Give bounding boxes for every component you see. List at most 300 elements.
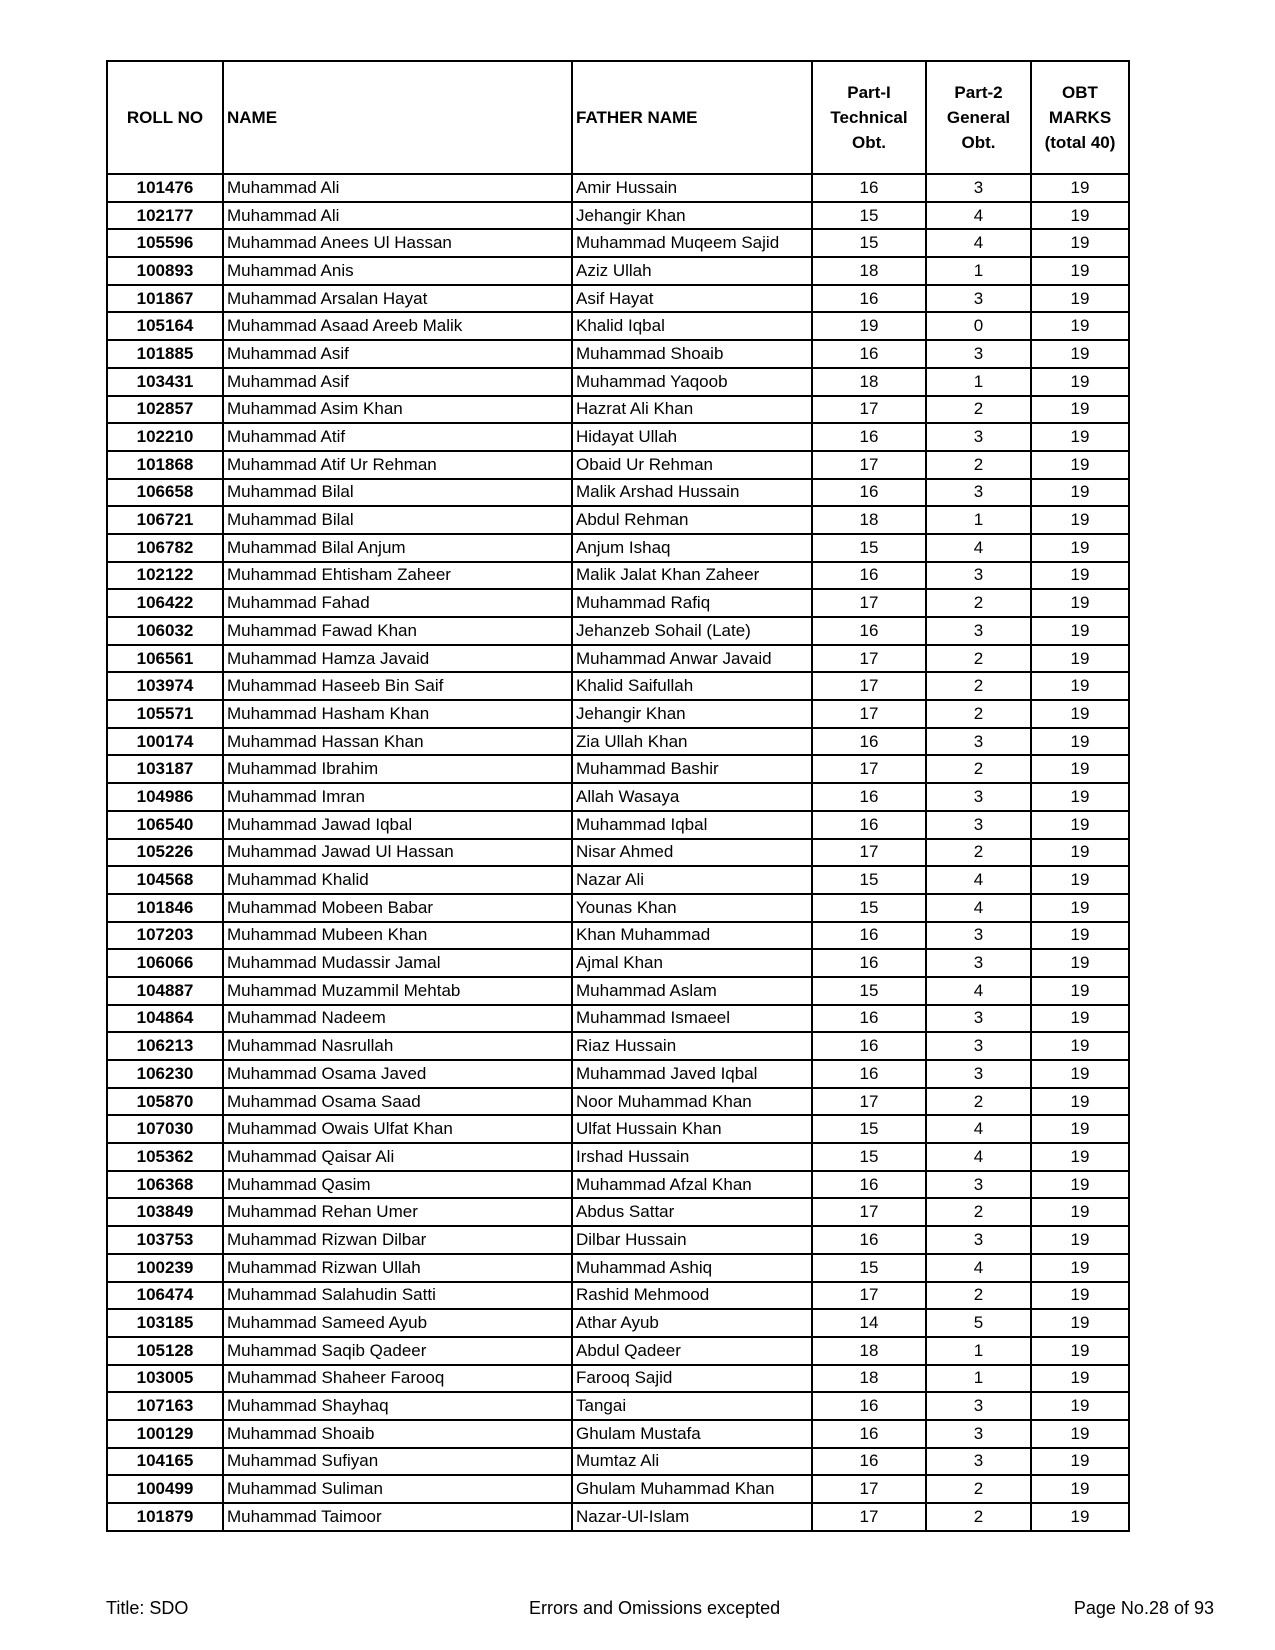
roll-no-cell: 101476 bbox=[107, 174, 223, 202]
header-line: Obt. bbox=[961, 133, 996, 152]
part1-score-cell: 16 bbox=[812, 174, 926, 202]
total-marks-cell: 19 bbox=[1031, 839, 1129, 867]
part2-score-cell: 1 bbox=[926, 368, 1031, 396]
part1-score-cell: 16 bbox=[812, 922, 926, 950]
header-part1-technical bbox=[812, 61, 926, 174]
table-row bbox=[107, 1088, 1129, 1116]
roll-no-cell: 105870 bbox=[107, 1088, 223, 1116]
total-marks-cell: 19 bbox=[1031, 1088, 1129, 1116]
part1-score-cell: 15 bbox=[812, 534, 926, 562]
part2-score-cell: 2 bbox=[926, 451, 1031, 479]
name-cell: Muhammad Owais Ulfat Khan bbox=[223, 1115, 572, 1143]
name-cell: Muhammad Atif bbox=[223, 423, 572, 451]
name-cell: Muhammad Arsalan Hayat bbox=[223, 285, 572, 313]
part2-score-cell: 2 bbox=[926, 589, 1031, 617]
father-name-cell: Malik Arshad Hussain bbox=[572, 479, 812, 507]
father-name-cell: Ulfat Hussain Khan bbox=[572, 1115, 812, 1143]
part2-score-cell: 3 bbox=[926, 479, 1031, 507]
father-name-cell: Malik Jalat Khan Zaheer bbox=[572, 562, 812, 590]
roll-no-cell: 106213 bbox=[107, 1032, 223, 1060]
total-marks-cell: 19 bbox=[1031, 1005, 1129, 1033]
total-marks-cell: 19 bbox=[1031, 1115, 1129, 1143]
part2-score-cell: 3 bbox=[926, 1005, 1031, 1033]
total-marks-cell: 19 bbox=[1031, 1503, 1129, 1531]
roll-no-cell: 103005 bbox=[107, 1365, 223, 1393]
roll-no-cell: 104986 bbox=[107, 783, 223, 811]
name-cell: Muhammad Mubeen Khan bbox=[223, 922, 572, 950]
results-table bbox=[106, 60, 1130, 1532]
name-cell: Muhammad Ibrahim bbox=[223, 755, 572, 783]
name-cell: Muhammad Taimoor bbox=[223, 1503, 572, 1531]
name-cell: Muhammad Anis bbox=[223, 257, 572, 285]
name-cell: Muhammad Khalid bbox=[223, 866, 572, 894]
name-cell: Muhammad Jawad Ul Hassan bbox=[223, 839, 572, 867]
header-part2-general bbox=[926, 61, 1031, 174]
part2-score-cell: 2 bbox=[926, 672, 1031, 700]
table-row bbox=[107, 839, 1129, 867]
name-cell: Muhammad Nadeem bbox=[223, 1005, 572, 1033]
name-cell: Muhammad Shayhaq bbox=[223, 1392, 572, 1420]
roll-no-cell: 101885 bbox=[107, 340, 223, 368]
table-row bbox=[107, 340, 1129, 368]
roll-no-cell: 100174 bbox=[107, 728, 223, 756]
total-marks-cell: 19 bbox=[1031, 396, 1129, 424]
header-name: NAME bbox=[223, 61, 572, 174]
father-name-cell: Muhammad Bashir bbox=[572, 755, 812, 783]
part1-score-cell: 15 bbox=[812, 894, 926, 922]
name-cell: Muhammad Atif Ur Rehman bbox=[223, 451, 572, 479]
part1-score-cell: 15 bbox=[812, 866, 926, 894]
total-marks-cell: 19 bbox=[1031, 1420, 1129, 1448]
header-obt-marks bbox=[1031, 61, 1129, 174]
part1-score-cell: 17 bbox=[812, 1282, 926, 1310]
name-cell: Muhammad Hassan Khan bbox=[223, 728, 572, 756]
father-name-cell: Abdul Qadeer bbox=[572, 1337, 812, 1365]
name-cell: Muhammad Hasham Khan bbox=[223, 700, 572, 728]
table-row bbox=[107, 589, 1129, 617]
table-row bbox=[107, 1171, 1129, 1199]
part1-score-cell: 16 bbox=[812, 949, 926, 977]
roll-no-cell: 103187 bbox=[107, 755, 223, 783]
part2-score-cell: 3 bbox=[926, 811, 1031, 839]
part2-score-cell: 3 bbox=[926, 617, 1031, 645]
part2-score-cell: 3 bbox=[926, 174, 1031, 202]
roll-no-cell: 102857 bbox=[107, 396, 223, 424]
roll-no-cell: 107203 bbox=[107, 922, 223, 950]
roll-no-cell: 104568 bbox=[107, 866, 223, 894]
total-marks-cell: 19 bbox=[1031, 1032, 1129, 1060]
part1-score-cell: 17 bbox=[812, 672, 926, 700]
table-row bbox=[107, 977, 1129, 1005]
part1-score-cell: 17 bbox=[812, 839, 926, 867]
total-marks-cell: 19 bbox=[1031, 977, 1129, 1005]
roll-no-cell: 105226 bbox=[107, 839, 223, 867]
part2-score-cell: 3 bbox=[926, 1420, 1031, 1448]
header-line: (total 40) bbox=[1044, 133, 1116, 152]
part2-score-cell: 4 bbox=[926, 1115, 1031, 1143]
father-name-cell: Muhammad Anwar Javaid bbox=[572, 645, 812, 673]
roll-no-cell: 101846 bbox=[107, 894, 223, 922]
table-row bbox=[107, 617, 1129, 645]
total-marks-cell: 19 bbox=[1031, 1282, 1129, 1310]
part1-score-cell: 17 bbox=[812, 1475, 926, 1503]
name-cell: Muhammad Rizwan Ullah bbox=[223, 1254, 572, 1282]
father-name-cell: Muhammad Javed Iqbal bbox=[572, 1060, 812, 1088]
part2-score-cell: 2 bbox=[926, 396, 1031, 424]
header-line: MARKS bbox=[1048, 108, 1112, 127]
part1-score-cell: 16 bbox=[812, 1392, 926, 1420]
part1-score-cell: 18 bbox=[812, 1337, 926, 1365]
father-name-cell: Khalid Iqbal bbox=[572, 312, 812, 340]
part1-score-cell: 15 bbox=[812, 1254, 926, 1282]
part2-score-cell: 3 bbox=[926, 728, 1031, 756]
name-cell: Muhammad Osama Javed bbox=[223, 1060, 572, 1088]
table-row bbox=[107, 312, 1129, 340]
roll-no-cell: 105362 bbox=[107, 1143, 223, 1171]
header-father-name: FATHER NAME bbox=[572, 61, 812, 174]
footer-title: Title: SDO bbox=[106, 1598, 189, 1618]
table-row bbox=[107, 1337, 1129, 1365]
total-marks-cell: 19 bbox=[1031, 229, 1129, 257]
part1-score-cell: 16 bbox=[812, 1171, 926, 1199]
total-marks-cell: 19 bbox=[1031, 423, 1129, 451]
roll-no-cell: 103849 bbox=[107, 1198, 223, 1226]
total-marks-cell: 19 bbox=[1031, 562, 1129, 590]
name-cell: Muhammad Jawad Iqbal bbox=[223, 811, 572, 839]
name-cell: Muhammad Ali bbox=[223, 202, 572, 230]
roll-no-cell: 100239 bbox=[107, 1254, 223, 1282]
table-row bbox=[107, 423, 1129, 451]
table-row bbox=[107, 811, 1129, 839]
part2-score-cell: 3 bbox=[926, 1060, 1031, 1088]
roll-no-cell: 106540 bbox=[107, 811, 223, 839]
part1-score-cell: 15 bbox=[812, 202, 926, 230]
name-cell: Muhammad Qasim bbox=[223, 1171, 572, 1199]
part1-score-cell: 16 bbox=[812, 1032, 926, 1060]
part2-score-cell: 3 bbox=[926, 1392, 1031, 1420]
name-cell: Muhammad Asaad Areeb Malik bbox=[223, 312, 572, 340]
total-marks-cell: 19 bbox=[1031, 1198, 1129, 1226]
part1-score-cell: 16 bbox=[812, 1420, 926, 1448]
part1-score-cell: 15 bbox=[812, 977, 926, 1005]
table-row bbox=[107, 285, 1129, 313]
part1-score-cell: 15 bbox=[812, 229, 926, 257]
name-cell: Muhammad Imran bbox=[223, 783, 572, 811]
name-cell: Muhammad Osama Saad bbox=[223, 1088, 572, 1116]
roll-no-cell: 107163 bbox=[107, 1392, 223, 1420]
part2-score-cell: 1 bbox=[926, 506, 1031, 534]
results-sheet bbox=[106, 60, 1130, 1532]
part2-score-cell: 1 bbox=[926, 1365, 1031, 1393]
header-row bbox=[107, 61, 1129, 174]
name-cell: Muhammad Mobeen Babar bbox=[223, 894, 572, 922]
header-line: OBT bbox=[1062, 83, 1098, 102]
father-name-cell: Muhammad Muqeem Sajid bbox=[572, 229, 812, 257]
part2-score-cell: 3 bbox=[926, 1171, 1031, 1199]
roll-no-cell: 105128 bbox=[107, 1337, 223, 1365]
father-name-cell: Rashid Mehmood bbox=[572, 1282, 812, 1310]
table-row bbox=[107, 1005, 1129, 1033]
roll-no-cell: 106474 bbox=[107, 1282, 223, 1310]
total-marks-cell: 19 bbox=[1031, 340, 1129, 368]
total-marks-cell: 19 bbox=[1031, 451, 1129, 479]
father-name-cell: Jehanzeb Sohail (Late) bbox=[572, 617, 812, 645]
father-name-cell: Muhammad Rafiq bbox=[572, 589, 812, 617]
total-marks-cell: 19 bbox=[1031, 1254, 1129, 1282]
roll-no-cell: 106032 bbox=[107, 617, 223, 645]
father-name-cell: Obaid Ur Rehman bbox=[572, 451, 812, 479]
roll-no-cell: 106230 bbox=[107, 1060, 223, 1088]
part1-score-cell: 17 bbox=[812, 589, 926, 617]
part1-score-cell: 16 bbox=[812, 479, 926, 507]
total-marks-cell: 19 bbox=[1031, 894, 1129, 922]
table-row bbox=[107, 257, 1129, 285]
part2-score-cell: 3 bbox=[926, 423, 1031, 451]
name-cell: Muhammad Salahudin Satti bbox=[223, 1282, 572, 1310]
roll-no-cell: 102122 bbox=[107, 562, 223, 590]
total-marks-cell: 19 bbox=[1031, 728, 1129, 756]
part2-score-cell: 2 bbox=[926, 755, 1031, 783]
table-row bbox=[107, 1475, 1129, 1503]
name-cell: Muhammad Qaisar Ali bbox=[223, 1143, 572, 1171]
total-marks-cell: 19 bbox=[1031, 755, 1129, 783]
table-row bbox=[107, 1254, 1129, 1282]
total-marks-cell: 19 bbox=[1031, 866, 1129, 894]
father-name-cell: Nisar Ahmed bbox=[572, 839, 812, 867]
part1-score-cell: 15 bbox=[812, 1115, 926, 1143]
part2-score-cell: 3 bbox=[926, 285, 1031, 313]
header-line: Obt. bbox=[852, 133, 886, 152]
table-row bbox=[107, 1365, 1129, 1393]
total-marks-cell: 19 bbox=[1031, 1226, 1129, 1254]
roll-no-cell: 106658 bbox=[107, 479, 223, 507]
table-row bbox=[107, 755, 1129, 783]
part2-score-cell: 5 bbox=[926, 1309, 1031, 1337]
part2-score-cell: 4 bbox=[926, 202, 1031, 230]
table-row bbox=[107, 1503, 1129, 1531]
part2-score-cell: 2 bbox=[926, 1475, 1031, 1503]
part2-score-cell: 3 bbox=[926, 949, 1031, 977]
father-name-cell: Noor Muhammad Khan bbox=[572, 1088, 812, 1116]
part1-score-cell: 17 bbox=[812, 1198, 926, 1226]
part2-score-cell: 1 bbox=[926, 1337, 1031, 1365]
roll-no-cell: 104864 bbox=[107, 1005, 223, 1033]
total-marks-cell: 19 bbox=[1031, 1143, 1129, 1171]
name-cell: Muhammad Bilal bbox=[223, 479, 572, 507]
table-row bbox=[107, 922, 1129, 950]
name-cell: Muhammad Fahad bbox=[223, 589, 572, 617]
part2-score-cell: 3 bbox=[926, 783, 1031, 811]
name-cell: Muhammad Asif bbox=[223, 368, 572, 396]
part2-score-cell: 2 bbox=[926, 1198, 1031, 1226]
total-marks-cell: 19 bbox=[1031, 1392, 1129, 1420]
roll-no-cell: 103185 bbox=[107, 1309, 223, 1337]
father-name-cell: Farooq Sajid bbox=[572, 1365, 812, 1393]
roll-no-cell: 103753 bbox=[107, 1226, 223, 1254]
father-name-cell: Muhammad Aslam bbox=[572, 977, 812, 1005]
father-name-cell: Anjum Ishaq bbox=[572, 534, 812, 562]
roll-no-cell: 100129 bbox=[107, 1420, 223, 1448]
father-name-cell: Irshad Hussain bbox=[572, 1143, 812, 1171]
part1-score-cell: 18 bbox=[812, 506, 926, 534]
table-row bbox=[107, 894, 1129, 922]
father-name-cell: Hazrat Ali Khan bbox=[572, 396, 812, 424]
total-marks-cell: 19 bbox=[1031, 700, 1129, 728]
footer-note: Errors and Omissions excepted bbox=[529, 1598, 781, 1618]
part1-score-cell: 18 bbox=[812, 1365, 926, 1393]
table-row bbox=[107, 700, 1129, 728]
roll-no-cell: 105164 bbox=[107, 312, 223, 340]
total-marks-cell: 19 bbox=[1031, 1060, 1129, 1088]
part1-score-cell: 16 bbox=[812, 617, 926, 645]
name-cell: Muhammad Bilal Anjum bbox=[223, 534, 572, 562]
name-cell: Muhammad Sameed Ayub bbox=[223, 1309, 572, 1337]
roll-no-cell: 103974 bbox=[107, 672, 223, 700]
total-marks-cell: 19 bbox=[1031, 534, 1129, 562]
name-cell: Muhammad Suliman bbox=[223, 1475, 572, 1503]
total-marks-cell: 19 bbox=[1031, 257, 1129, 285]
part1-score-cell: 17 bbox=[812, 645, 926, 673]
father-name-cell: Aziz Ullah bbox=[572, 257, 812, 285]
part2-score-cell: 2 bbox=[926, 645, 1031, 673]
father-name-cell: Hidayat Ullah bbox=[572, 423, 812, 451]
total-marks-cell: 19 bbox=[1031, 672, 1129, 700]
part1-score-cell: 18 bbox=[812, 368, 926, 396]
father-name-cell: Jehangir Khan bbox=[572, 202, 812, 230]
roll-no-cell: 101867 bbox=[107, 285, 223, 313]
total-marks-cell: 19 bbox=[1031, 783, 1129, 811]
table-row bbox=[107, 174, 1129, 202]
part2-score-cell: 2 bbox=[926, 700, 1031, 728]
roll-no-cell: 107030 bbox=[107, 1115, 223, 1143]
total-marks-cell: 19 bbox=[1031, 645, 1129, 673]
total-marks-cell: 19 bbox=[1031, 589, 1129, 617]
part2-score-cell: 3 bbox=[926, 1032, 1031, 1060]
table-row bbox=[107, 783, 1129, 811]
part2-score-cell: 4 bbox=[926, 229, 1031, 257]
name-cell: Muhammad Nasrullah bbox=[223, 1032, 572, 1060]
table-row bbox=[107, 949, 1129, 977]
roll-no-cell: 102177 bbox=[107, 202, 223, 230]
part2-score-cell: 3 bbox=[926, 340, 1031, 368]
roll-no-cell: 106782 bbox=[107, 534, 223, 562]
father-name-cell: Tangai bbox=[572, 1392, 812, 1420]
roll-no-cell: 104165 bbox=[107, 1448, 223, 1476]
part2-score-cell: 4 bbox=[926, 894, 1031, 922]
father-name-cell: Asif Hayat bbox=[572, 285, 812, 313]
part2-score-cell: 2 bbox=[926, 1088, 1031, 1116]
roll-no-cell: 101868 bbox=[107, 451, 223, 479]
roll-no-cell: 105571 bbox=[107, 700, 223, 728]
part1-score-cell: 17 bbox=[812, 1503, 926, 1531]
name-cell: Muhammad Asif bbox=[223, 340, 572, 368]
total-marks-cell: 19 bbox=[1031, 949, 1129, 977]
header-line: Technical bbox=[830, 108, 908, 127]
roll-no-cell: 106561 bbox=[107, 645, 223, 673]
header-line: Part-I bbox=[847, 83, 891, 102]
part1-score-cell: 16 bbox=[812, 811, 926, 839]
name-cell: Muhammad Saqib Qadeer bbox=[223, 1337, 572, 1365]
roll-no-cell: 101879 bbox=[107, 1503, 223, 1531]
part1-score-cell: 16 bbox=[812, 1448, 926, 1476]
part2-score-cell: 1 bbox=[926, 257, 1031, 285]
name-cell: Muhammad Rehan Umer bbox=[223, 1198, 572, 1226]
father-name-cell: Allah Wasaya bbox=[572, 783, 812, 811]
part1-score-cell: 16 bbox=[812, 1060, 926, 1088]
total-marks-cell: 19 bbox=[1031, 506, 1129, 534]
father-name-cell: Dilbar Hussain bbox=[572, 1226, 812, 1254]
name-cell: Muhammad Muzammil Mehtab bbox=[223, 977, 572, 1005]
father-name-cell: Younas Khan bbox=[572, 894, 812, 922]
part2-score-cell: 4 bbox=[926, 977, 1031, 1005]
father-name-cell: Muhammad Ashiq bbox=[572, 1254, 812, 1282]
table-row bbox=[107, 1032, 1129, 1060]
part1-score-cell: 16 bbox=[812, 1226, 926, 1254]
father-name-cell: Ghulam Mustafa bbox=[572, 1420, 812, 1448]
part1-score-cell: 16 bbox=[812, 728, 926, 756]
table-row bbox=[107, 1309, 1129, 1337]
name-cell: Muhammad Ali bbox=[223, 174, 572, 202]
table-row bbox=[107, 396, 1129, 424]
table-row bbox=[107, 645, 1129, 673]
part2-score-cell: 4 bbox=[926, 1143, 1031, 1171]
table-row bbox=[107, 1143, 1129, 1171]
father-name-cell: Jehangir Khan bbox=[572, 700, 812, 728]
part1-score-cell: 18 bbox=[812, 257, 926, 285]
total-marks-cell: 19 bbox=[1031, 312, 1129, 340]
table-row bbox=[107, 672, 1129, 700]
father-name-cell: Nazar-Ul-Islam bbox=[572, 1503, 812, 1531]
part2-score-cell: 4 bbox=[926, 866, 1031, 894]
total-marks-cell: 19 bbox=[1031, 1309, 1129, 1337]
roll-no-cell: 102210 bbox=[107, 423, 223, 451]
header-roll-no: ROLL NO bbox=[107, 61, 223, 174]
table-row bbox=[107, 1420, 1129, 1448]
total-marks-cell: 19 bbox=[1031, 202, 1129, 230]
name-cell: Muhammad Sufiyan bbox=[223, 1448, 572, 1476]
part1-score-cell: 17 bbox=[812, 700, 926, 728]
table-row bbox=[107, 1392, 1129, 1420]
part2-score-cell: 2 bbox=[926, 1503, 1031, 1531]
footer-page-number: Page No.28 of 93 bbox=[1073, 1598, 1214, 1618]
part1-score-cell: 16 bbox=[812, 783, 926, 811]
roll-no-cell: 103431 bbox=[107, 368, 223, 396]
header-line: General bbox=[946, 108, 1011, 127]
part1-score-cell: 14 bbox=[812, 1309, 926, 1337]
table-body bbox=[107, 174, 1129, 1531]
table-row bbox=[107, 1198, 1129, 1226]
page-footer bbox=[106, 1598, 1214, 1622]
name-cell: Muhammad Shaheer Farooq bbox=[223, 1365, 572, 1393]
total-marks-cell: 19 bbox=[1031, 617, 1129, 645]
table-row bbox=[107, 1226, 1129, 1254]
table-row bbox=[107, 1115, 1129, 1143]
total-marks-cell: 19 bbox=[1031, 1171, 1129, 1199]
table-row bbox=[107, 229, 1129, 257]
total-marks-cell: 19 bbox=[1031, 479, 1129, 507]
part2-score-cell: 3 bbox=[926, 562, 1031, 590]
father-name-cell: Abdus Sattar bbox=[572, 1198, 812, 1226]
part2-score-cell: 2 bbox=[926, 1282, 1031, 1310]
father-name-cell: Athar Ayub bbox=[572, 1309, 812, 1337]
father-name-cell: Riaz Hussain bbox=[572, 1032, 812, 1060]
part1-score-cell: 17 bbox=[812, 396, 926, 424]
part2-score-cell: 4 bbox=[926, 1254, 1031, 1282]
part1-score-cell: 19 bbox=[812, 312, 926, 340]
table-row bbox=[107, 479, 1129, 507]
part2-score-cell: 3 bbox=[926, 1448, 1031, 1476]
name-cell: Muhammad Bilal bbox=[223, 506, 572, 534]
